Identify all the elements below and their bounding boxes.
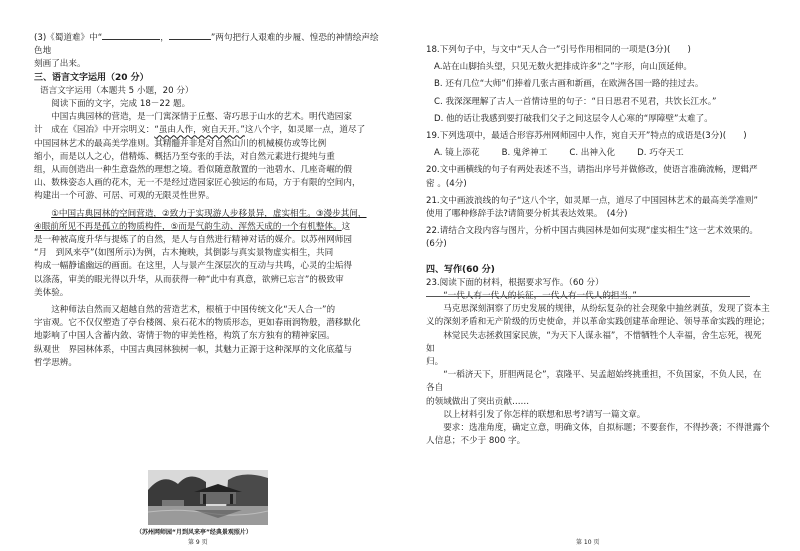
quote1: “一代人有一代人的长征，一代人有一代人的担当。” bbox=[443, 291, 637, 302]
para3-line: 这种师法自然而又超越自然的营造艺术，根植于中国传统文化“天人合一”的 bbox=[51, 305, 336, 316]
para1-line: 中国园林艺术的最高美学准则。其精髓并非是对自然山川的机械模仿或等比例 bbox=[34, 138, 327, 149]
q23: 23.阅读下面的材料，根据要求写作。（60 分） bbox=[426, 277, 604, 288]
writing-task: 以上材料引发了你怎样的联想和思考?请写一篇文章。 bbox=[443, 409, 646, 420]
q21-line1: 21.文中画波浪线的句子“这八个字，如灵犀一点，道尽了中国园林艺术的最高美学准则” bbox=[426, 195, 758, 206]
para1-line: 山、数株姿态人画的花木，无一不是经过造园家匠心独运的布局，方于有限的空间内， bbox=[34, 178, 361, 189]
q19-option-c[interactable]: C. 出神入化 bbox=[569, 148, 616, 159]
q19-option-a[interactable]: A. 镜上添花 bbox=[434, 148, 480, 159]
q20-line1: 20.文中画横线的句子有两处表述不当，请指出序号并做修改，使语言准确流畅，逻辑严 bbox=[426, 165, 758, 176]
para1-line: 构建出一个可游、可居、可观的无限灵性世界。 bbox=[34, 191, 215, 202]
para1-line: 中国古典园林的营造，是一门寓深情于丘壑、寄巧思于山水的艺术。明代造园家 bbox=[51, 112, 352, 123]
page-number-left: 第 9 页 bbox=[188, 539, 208, 546]
q3-cont: 刻画了出来。 bbox=[34, 59, 86, 70]
q19-option-d[interactable]: D. 巧夺天工 bbox=[637, 148, 684, 159]
para1-line: 缩小，而是以人之心，借精炼、概括乃至夸张的手法，对自然元素进行提纯与重 bbox=[34, 151, 335, 162]
material-2-line1: 林觉民失志拯救国家民族，“为天下人谋永福”，不惜牺牲个人幸福，舍生忘死，视死如 bbox=[426, 330, 762, 354]
requirements-line1: 要求：选准角度，确定立意，明确文体，自拟标题；不要套作，不得抄袭；不得泄露个 bbox=[443, 423, 770, 434]
blank-2[interactable] bbox=[169, 30, 211, 40]
para2-underlined-1: ①中国古典园林的空间营造，②致力于实现游人步移景异，虚实相生。③漫步其间， bbox=[51, 208, 367, 219]
q3-line: (3)《蜀道难》中“ ， ”两句把行人艰难的步履、惶恐的神情绘声绘 色地 bbox=[34, 30, 382, 58]
q22-line2: (6分) bbox=[426, 239, 447, 250]
para2-line: 美体验。 bbox=[34, 287, 69, 298]
para3-line: 宇宙观。它不仅仅塑造了亭台楼阁、泉石花木的物质形态，更如春雨润物般，潜移默化 bbox=[34, 318, 361, 329]
q18: 18.下列句子中，与文中“天人合一”引号作用相同的一项是(3分)( ) bbox=[426, 45, 691, 55]
para2-line: “月 到风来亭”(如图所示)为例，古木掩映，其倒影与真实景物虚实相生，共同 bbox=[34, 248, 334, 259]
passage bbox=[34, 111, 382, 370]
q19-option-b[interactable]: B. 鬼斧神工 bbox=[501, 148, 548, 159]
q19-options bbox=[426, 147, 770, 160]
para3-line: 哲学思辨。 bbox=[34, 357, 77, 368]
right-page bbox=[400, 0, 800, 551]
para1-line: 组，从而创造出一种生意盎然的理想之境。看似随意散置的一池碧水、几座奇崛的假 bbox=[34, 165, 352, 176]
q18-option-a[interactable]: A.站在山脚抬头望，只见无数火把排成许多“之”字形，向山顶延伸。 bbox=[434, 62, 692, 73]
material-1-line2: 义的深刻矛盾和无产阶级的历史使命，并以革命实践创建革命理论、领导革命实践的理论； bbox=[426, 317, 770, 328]
page-number-right: 第 10 页 bbox=[576, 539, 600, 546]
para3-line: 纵观世 界园林体系，中国古典园林独树一帜，其魅力正源于这种深厚的文化底蕴与 bbox=[34, 344, 352, 355]
para3-line: 地影响了中国人含蓄内敛、寄情于物的审美性格，构筑了东方独有的精神家园。 bbox=[34, 331, 335, 342]
q18-option-d[interactable]: D. 他的话让我感到要打破我们父子之间这层令人心寒的“厚障壁”太难了。 bbox=[434, 113, 713, 124]
material-3-line2: 的领域做出了突出贡献…… bbox=[426, 396, 530, 407]
q18-option-b[interactable]: B. 还有几位“大师”们捧着几张古画和新画，在欧洲各国一路的挂过去。 bbox=[434, 79, 704, 90]
q19: 19.下列选项中，最适合形容苏州网师园中人作，宛自天开”特点的成语是(3分)( ) bbox=[426, 131, 747, 142]
q21-line2: 使用了哪种修辞手法?请简要分析其表达效果。 (4分) bbox=[426, 209, 628, 220]
requirements-line2: 人信息；不少于 800 字。 bbox=[426, 436, 526, 447]
para1-line-wavy: 计 成在《园冶》中开宗明义：“虽由人作，宛自天开。”这八个字，如灵犀一点，道尽了 bbox=[34, 125, 366, 136]
section3-title: 三、语言文字运用（20 分） bbox=[34, 72, 149, 83]
para2-underlined-2: ④眼前所见不再是孤立的物质构件，⑤而是气韵生动、浑然天成的一个有机整体。这 bbox=[34, 221, 351, 232]
q18-option-c[interactable]: C. 我深深理解了古人一首情诗里的句子：“日日思君不见君，共饮长江水。” bbox=[434, 96, 717, 107]
wavy-sentence: “虽由人作，宛自天开。” bbox=[154, 125, 245, 136]
material-1-line1: 马克思深刻洞察了历史发展的规律，从纷纭复杂的社会现象中抽丝剥茧，发现了资本主 bbox=[443, 304, 770, 315]
subsection-title: 语言文字运用（本题共 5 小题，20 分） bbox=[40, 85, 194, 96]
para2-line: 是一种被高度升华与提炼了的自然，是人与自然进行精神对话的媒介。以苏州网师园 bbox=[34, 235, 352, 246]
pavilion-illustration-icon bbox=[148, 470, 268, 525]
q22-answer-line[interactable] bbox=[426, 296, 750, 297]
material-2-line2: 归。 bbox=[426, 357, 444, 368]
instruction: 阅读下面的文字，完成 18－22 题。 bbox=[51, 99, 191, 110]
para2-line: 构成一幅静谧幽远的画面。在这里，人与景产生深层次的互动与共鸣，心灵的尘垢得 bbox=[34, 261, 352, 272]
q22-line1: 22.请结合文段内容与图片，分析中国古典园林是如何实现“虚实相生”这一艺术效果的。 bbox=[426, 226, 758, 237]
para2-line: 以涤荡，审美的眼光得以升华，从而获得一种“此中有真意，欲辨已忘言”的极致审 bbox=[34, 274, 344, 285]
material-3-line1: “一稻济天下，肝胆两昆仑”，袁隆平、吴孟超始终挑重担，不负国家，不负人民，在各自 bbox=[426, 370, 762, 394]
garden-photo bbox=[148, 470, 268, 525]
q20-line2: 密 。(4分) bbox=[426, 178, 467, 189]
blank-1[interactable] bbox=[102, 30, 160, 40]
section4-title: 四、写作(60 分) bbox=[426, 264, 495, 275]
photo-caption: （苏州网师园“月到风来亭”经典景观照片） bbox=[136, 529, 252, 536]
